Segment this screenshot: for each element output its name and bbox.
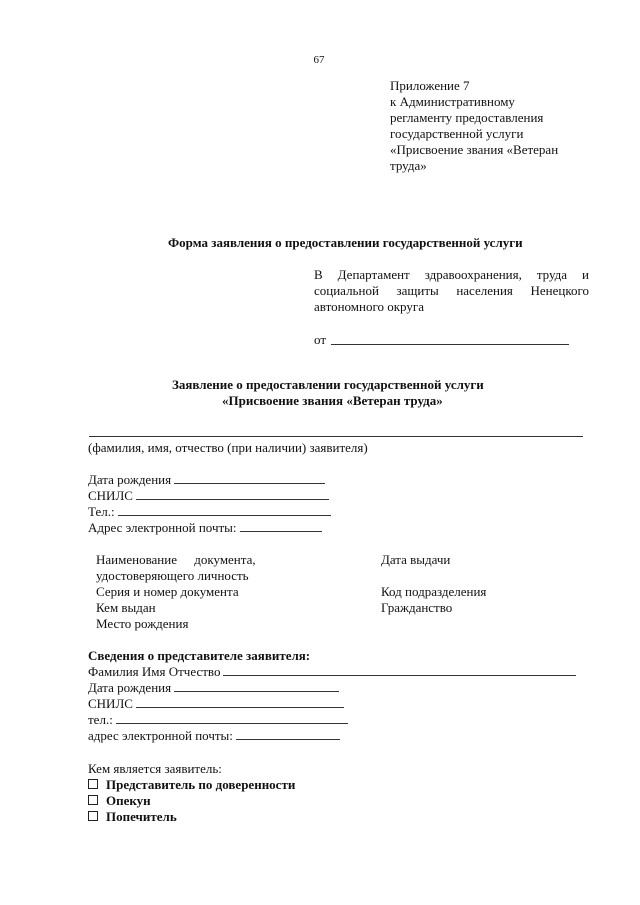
rep-phone-label: тел.: xyxy=(88,712,113,727)
rep-email-label: адрес электронной почты: xyxy=(88,728,233,743)
snils-field[interactable] xyxy=(136,488,329,500)
email-row xyxy=(88,520,322,536)
issue-date-label: Дата выдачи xyxy=(381,552,451,567)
rep-birth-field[interactable] xyxy=(174,680,339,692)
page-number: 67 xyxy=(313,54,325,66)
division-code-label: Код подразделения xyxy=(381,584,487,599)
phone-label: Тел.: xyxy=(88,504,115,519)
rep-phone-field[interactable] xyxy=(116,712,348,724)
birth-date-label: Дата рождения xyxy=(88,472,172,487)
role-option-label: Попечитель xyxy=(106,809,177,824)
addressee-line: В Департамент здравоохранения, труда и xyxy=(314,267,589,282)
citizenship-label: Гражданство xyxy=(381,600,453,615)
snils-label: СНИЛС xyxy=(88,488,133,503)
form-title: Форма заявления о предоставлении государственной услуги xyxy=(168,235,523,250)
phone-field[interactable] xyxy=(118,504,331,516)
email-label: Адрес электронной почты: xyxy=(88,520,237,535)
checkbox-icon[interactable] xyxy=(88,779,98,789)
document-name-label: Наименование документа, xyxy=(96,552,256,567)
applicant-name-field[interactable] xyxy=(89,436,583,437)
rep-phone-row xyxy=(88,712,348,728)
from-field[interactable] xyxy=(331,344,569,345)
rep-name-label: Фамилия Имя Отчество xyxy=(88,664,221,679)
rep-name-field[interactable] xyxy=(223,664,576,676)
rep-email-field[interactable] xyxy=(236,728,340,740)
role-option[interactable] xyxy=(88,793,151,809)
appendix-line: Приложение 7 xyxy=(390,78,470,93)
rep-snils-label: СНИЛС xyxy=(88,696,133,711)
birth-place-label: Место рождения xyxy=(96,616,189,631)
role-question: Кем является заявитель: xyxy=(88,761,222,776)
applicant-name-caption: (фамилия, имя, отчество (при наличии) заявителя) xyxy=(88,440,368,455)
addressee-line: социальной защиты населения Ненецкого xyxy=(314,283,589,298)
document-name-label-cont: удостоверяющего личность xyxy=(96,568,249,583)
email-field[interactable] xyxy=(240,520,322,532)
appendix-line: к Административному xyxy=(390,94,515,109)
phone-row xyxy=(88,504,331,520)
appendix-line: труда» xyxy=(390,158,427,173)
statement-subtitle: «Присвоение звания «Ветеран труда» xyxy=(222,393,443,408)
appendix-block xyxy=(390,78,558,174)
appendix-line: государственной услуги xyxy=(390,126,524,141)
rep-email-row xyxy=(88,728,340,744)
checkbox-icon[interactable] xyxy=(88,811,98,821)
representative-heading: Сведения о представителе заявителя: xyxy=(88,648,311,663)
snils-row xyxy=(88,488,329,504)
from-label: от xyxy=(314,332,327,347)
appendix-line: «Присвоение звания «Ветеран xyxy=(390,142,559,157)
checkbox-icon[interactable] xyxy=(88,795,98,805)
addressee-line: автономного округа xyxy=(314,299,424,314)
appendix-line: регламенту предоставления xyxy=(390,110,544,125)
rep-snils-field[interactable] xyxy=(136,696,344,708)
issued-by-label: Кем выдан xyxy=(96,600,156,615)
rep-snils-row xyxy=(88,696,344,712)
rep-birth-label: Дата рождения xyxy=(88,680,172,695)
role-option-label: Представитель по доверенности xyxy=(106,777,296,792)
role-option[interactable] xyxy=(88,777,295,793)
addressee-block xyxy=(314,267,589,315)
role-option-label: Опекун xyxy=(106,793,151,808)
statement-title: Заявление о предоставлении государственной услуги xyxy=(172,377,484,392)
role-option[interactable] xyxy=(88,809,177,825)
rep-name-row xyxy=(88,664,576,680)
birth-date-row xyxy=(88,472,325,488)
rep-birth-row xyxy=(88,680,339,696)
document-left xyxy=(96,552,256,632)
series-number-label: Серия и номер документа xyxy=(96,584,239,599)
birth-date-field[interactable] xyxy=(174,472,325,484)
